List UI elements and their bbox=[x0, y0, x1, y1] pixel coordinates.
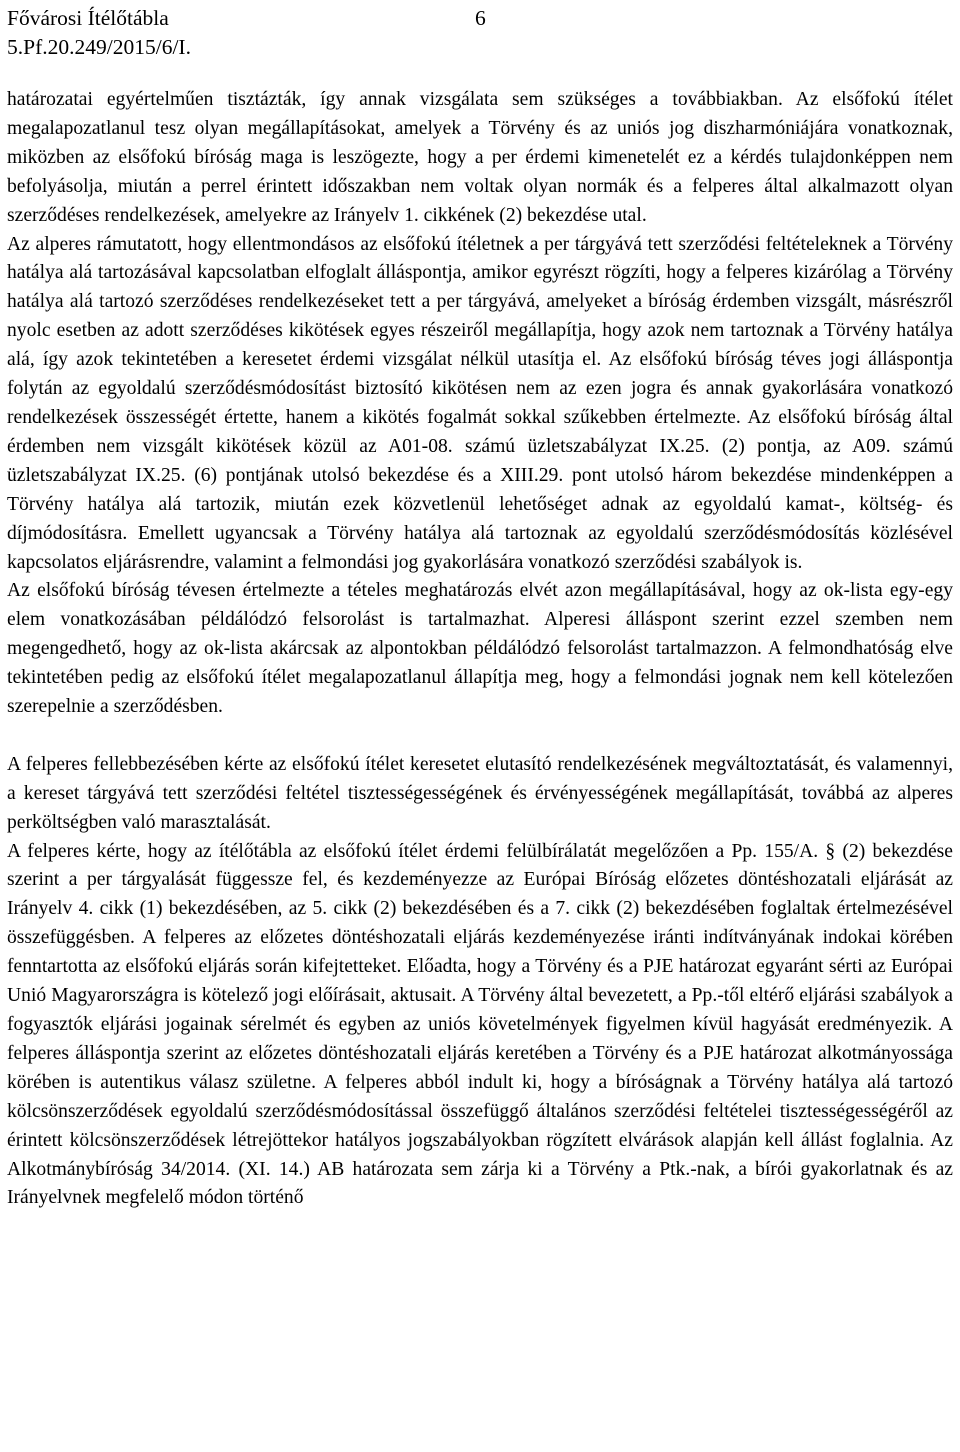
page-number: 6 bbox=[475, 6, 486, 30]
header-top-row bbox=[7, 4, 953, 33]
header-bottom-row bbox=[7, 33, 953, 62]
paragraph-continuation: határozatai egyértelműen tisztázták, így annak vizsgálata sem szükséges a továbbiakban. Az elsőfokú ítélet megalapozatlanul tesz olyan megállapításokat, amelyek a Törvény és az uniós jog diszharmóniájára vonatkoznak, miközben az elsőfokú bíróság maga is leszögezte, hogy a per érdemi kimenetelét ez a kérdés tulajdonképpen nem befolyásolja, miután a perrel érintett időszakban nem voltak olyan normák és a felperes által alkalmazott olyan szerződéses rendelkezések, amelyekre az Irányelv 1. cikkének (2) bekezdése utal. bbox=[7, 89, 953, 226]
case-number: 5.Pf.20.249/2015/6/I. bbox=[7, 35, 191, 59]
document-body bbox=[7, 86, 953, 1213]
paragraph-plaintiff-appeal: A felperes fellebbezésében kérte az elsőfokú ítélet keresetet elutasító rendelkezésének megváltoztatását, és valamennyi, a kereset tárgyává tett szerződési feltétel tisztességességének és érvényességének megállapítását, továbbá az alperes perköltségben való marasztalását. bbox=[7, 753, 953, 833]
page-header bbox=[7, 4, 953, 62]
paragraph-oklist-argument: Az elsőfokú bíróság tévesen értelmezte a tételes meghatározás elvét azon megállapításával, hogy az ok-lista egy-egy elem vonatkozásában példálódzó felsorolást is tartalmazhat. Alperesi álláspont szerint ezzel szemben nem megengedhető, hogy az ok-lista akárcsak az alpontokban példálódzó felsorolást tartalmazzon. A felmondhatóság elve tekintetében pedig az elsőfokú ítélet megalapozatlanul állapítja meg, hogy a felmondási jognak nem kell kötelezően szerepelnie a szerződésben. bbox=[7, 580, 953, 718]
court-name: Fővárosi Ítélőtábla bbox=[7, 6, 169, 30]
paragraph-spacer bbox=[7, 722, 953, 751]
paragraph-plaintiff-request: A felperes kérte, hogy az ítélőtábla az elsőfokú ítélet érdemi felülbírálatát megelőzően a Pp. 155/A. § (2) bekezdése szerint a per tárgyalását függessze fel, és kezdeményezze az Európai Bíróság előzetes döntéshozatali eljárását az Irányelv 4. cikk (1) bekezdésében, az 5. cikk (2) bekezdésében és a 7. cikk (2) bekezdésében foglaltak értelmezésével összefüggésben. A felperes az előzetes döntéshozatali eljárás kezdeményezése iránti indítványának indokai körében fenntartotta az elsőfokú eljárás során kifejtetteket. Előadta, hogy a Törvény és a PJE határozat egyaránt sérti az Európai Unió Magyarországra is kötelező jogi előírásait, aktusait. A Törvény által bevezetett, a Pp.-től eltérő eljárási szabályok a fogyasztók eljárási jogainak sérelmét és egyben az uniós követelmények figyelmen kívül hagyását eredményezik. A felperes álláspontja szerint az előzetes döntéshozatali eljárás keretében a Törvény és a PJE határozat alkotmányossága körében is autentikus válasz születne. A felperes abból indult ki, hogy a bíróságnak a Törvény hatálya alá tartozó kölcsönszerződések egyoldalú szerződésmódosítással összefüggő általános szerződési feltételei tisztességességéről az érintett kölcsönszerződések létrejöttekor hatályos jogszabályokban rögzített elvárások alapján kell állást foglalnia. Az Alkotmánybíróság 34/2014. (XI. 14.) AB határozata sem zárja ki a Törvény a Ptk.-nak, a bírói gyakorlatnak és az Irányelvnek megfelelő módon történő bbox=[7, 840, 953, 1209]
paragraph-defendant-argument: Az alperes rámutatott, hogy ellentmondásos az elsőfokú ítéletnek a per tárgyává tett szerződési feltételeknek a Törvény hatálya alá tartozásával kapcsolatban elfoglalt álláspontja, amikor egyrészt rögzíti, hogy a felperes kizárólag a Törvény hatálya alá tartozó szerződéses rendelkezéseket tett a per tárgyává, amelyeket a bíróság érdemben vizsgált, másrészről nyolc esetben az adott szerződéses kikötések egyes részeiről megállapítja, hogy azok nem tartoznak a Törvény hatálya alá, így azok tekintetében a keresetet érdemi vizsgálat nélkül utasítja el. Az elsőfokú bíróság téves jogi álláspontja folytán az egyoldalú szerződésmódosítást biztosító kikötésen nem az ezen jogra és annak gyakorlására vonatkozó rendelkezések összességét értette, hanem a kikötés fogalmát sokkal szűkebben értelmezte. Az elsőfokú bíróság által érdemben nem vizsgált kikötések közül az A01-08. számú üzletszabályzat IX.25. (2) pontja, az A09. számú üzletszabályzat IX.25. (6) pontjának utolsó bekezdése és a XIII.29. pont utolsó három bekezdése mindenképpen a Törvény hatálya alá tartozik, miután ezek közvetlenül lehetőséget adnak az egyoldalú kamat-, költség- és díjmódosításra. Emellett ugyancsak a Törvény hatálya alá tartoznak az egyoldalú szerződésmódosítás közlésével kapcsolatos eljárásrendre, valamint a felmondási jog gyakorlására vonatkozó szerződési szabályok is. bbox=[7, 233, 953, 573]
